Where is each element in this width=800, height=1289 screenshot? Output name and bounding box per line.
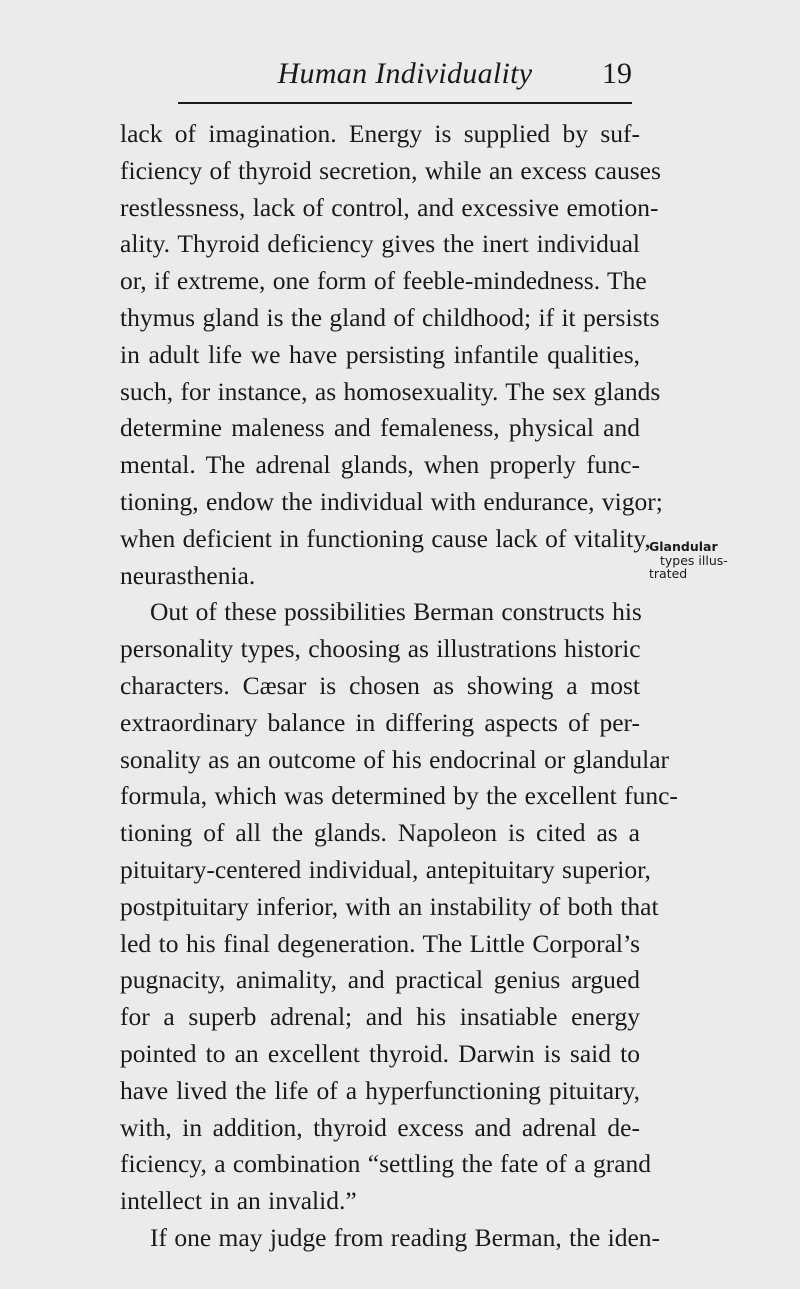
text-line: tioning, endow the individual with endurance, vigor; — [120, 486, 663, 516]
paragraph-start-line: Out of these possibilities Berman constructs his — [150, 597, 642, 627]
text-line: tioning of all the glands. Napoleon is cited as a — [120, 818, 640, 848]
text-line: led to his final degeneration. The Little Corporal’s — [120, 928, 640, 958]
margin-note — [649, 540, 794, 581]
page-number: 19 — [602, 57, 632, 90]
margin-note-line: trated — [649, 566, 688, 581]
text-line: such, for instance, as homosexuality. The sex glands — [120, 376, 661, 406]
text-line: for a superb adrenal; and his insatiable energy — [120, 1002, 640, 1032]
margin-note-line: types illus- — [660, 552, 728, 568]
page-header — [178, 54, 632, 104]
text-line: with, in addition, thyroid excess and adrenal de- — [120, 1112, 640, 1142]
margin-note-line: Glandular — [649, 539, 718, 554]
text-line: lack of imagination. Energy is supplied by suf- — [120, 119, 640, 148]
text-line: in adult life we have persisting infantile qualities, — [120, 339, 640, 369]
text-line: extraordinary balance in differing aspects of per- — [120, 707, 640, 737]
paragraph-end-line: neurasthenia. — [120, 560, 256, 590]
text-line: determine maleness and femaleness, physical and — [120, 413, 640, 443]
text-line: characters. Cæsar is chosen as showing a most — [120, 670, 640, 700]
text-line: formula, which was determined by the excellent func- — [120, 781, 678, 811]
text-line: or, if extreme, one form of feeble-mindedness. The — [120, 266, 647, 296]
text-line: ality. Thyroid deficiency gives the inert individual — [120, 229, 640, 259]
paragraph-start-line: If one may judge from reading Berman, the iden- — [150, 1222, 661, 1252]
text-line: pugnacity, animality, and practical genius argued — [120, 965, 640, 995]
text-line: postpituitary inferior, with an instability of both that — [120, 891, 659, 921]
text-line: when deficient in functioning cause lack of vitality, — [120, 523, 651, 553]
text-line: personality types, choosing as illustrations historic — [120, 634, 641, 664]
text-line: ficiency, a combination “settling the fate of a grand — [120, 1149, 652, 1179]
text-line: ficiency of thyroid secretion, while an excess causes — [120, 155, 661, 185]
running-title: Human Individuality — [277, 57, 533, 90]
text-line: restlessness, lack of control, and excessive emotion- — [120, 192, 659, 222]
text-line: pointed to an excellent thyroid. Darwin is said to — [120, 1038, 640, 1068]
text-line: thymus gland is the gland of childhood; if it persists — [120, 302, 660, 332]
text-line: pituitary-centered individual, antepituitary superior, — [120, 854, 651, 884]
text-line: mental. The adrenal glands, when properly func- — [120, 450, 640, 480]
text-line: sonality as an outcome of his endocrinal or glandular — [120, 744, 670, 774]
paragraph-end-line: intellect in an invalid.” — [120, 1186, 357, 1216]
text-line: have lived the life of a hyperfunctioning pituitary, — [120, 1075, 640, 1105]
